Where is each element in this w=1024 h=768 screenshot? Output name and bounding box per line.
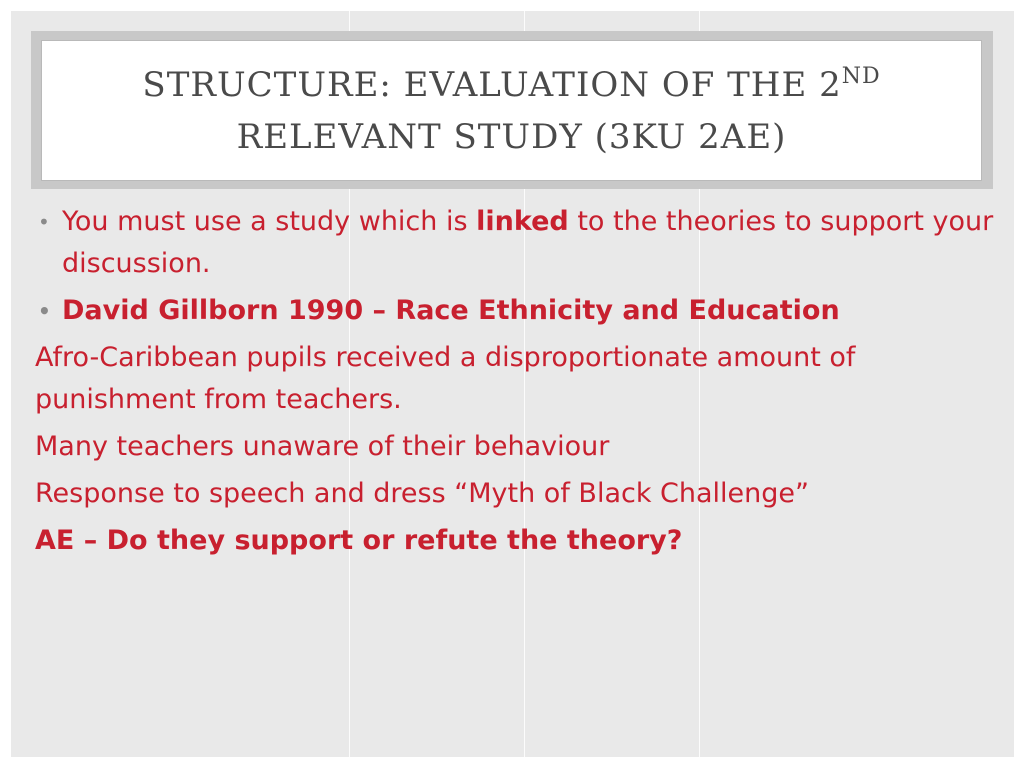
bullet2-text: David Gillborn 1990 – Race Ethnicity and Education [62,295,840,326]
slide-body [35,201,995,567]
title-line1: STRUCTURE: EVALUATION OF THE 2 [142,64,842,105]
bullet1-bold-text: linked [476,206,569,237]
bullet-icon: • [38,299,51,323]
title-box [41,40,982,181]
bullet1-text-end: to the theories to support your discussion. [62,206,994,279]
slide [11,11,1014,757]
bullet-icon: • [38,210,50,234]
title-line2: RELEVANT STUDY (3KU 2AE) [236,116,787,157]
body-paragraph: Many teachers unaware of their behaviour [35,431,610,462]
bullet-item [35,290,995,332]
bullet-item [35,201,995,285]
title-frame [31,31,993,189]
slide-title [142,59,880,163]
body-paragraph: Response to speech and dress “Myth of Black Challenge” [35,478,810,509]
title-superscript: ND [841,63,881,89]
bullet1-text: You must use a study which is [62,206,477,237]
body-paragraph: Afro-Caribbean pupils received a disproportionate amount of punishment from teachers. [35,342,856,415]
body-paragraph: AE – Do they support or refute the theory? [35,525,683,556]
